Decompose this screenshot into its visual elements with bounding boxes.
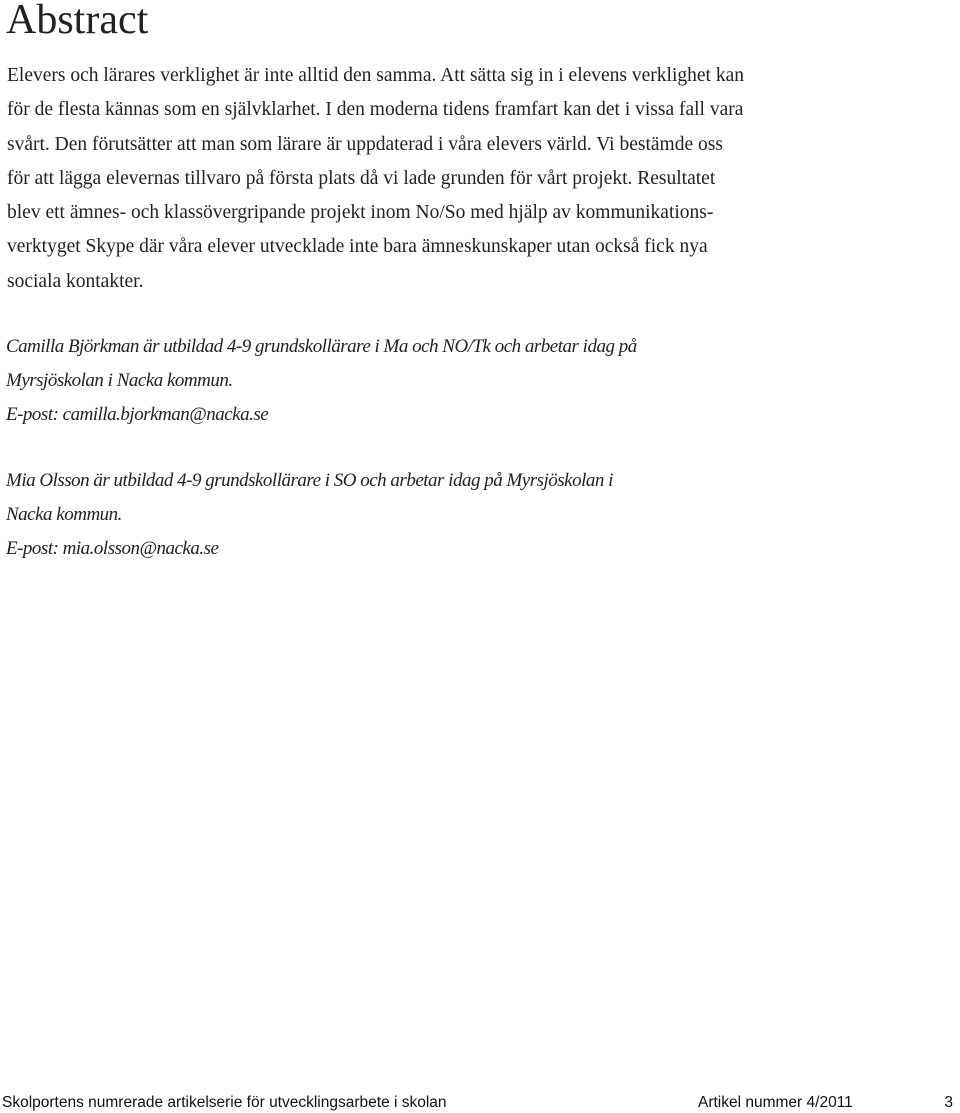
abstract-text	[7, 59, 843, 299]
footer-series-title: Skolportens numrerade artikelserie för utvecklingsarbete i skolan	[2, 1094, 447, 1111]
author-bio-line: Nacka kommun.	[6, 504, 122, 525]
page-title: Abstract	[6, 0, 149, 43]
author-email: E-post: camilla.bjorkman@nacka.se	[6, 404, 269, 425]
abstract-line: sociala kontakter.	[7, 270, 144, 292]
author-bio-line: Myrsjöskolan i Nacka kommun.	[6, 370, 233, 391]
abstract-line: för de flesta kännas som en självklarhet. I den moderna tidens framfart kan det i vissa fall vara	[7, 99, 744, 121]
page-number: 3	[944, 1094, 953, 1111]
author-bio-camilla	[6, 330, 637, 432]
author-bio-mia	[6, 464, 613, 566]
footer-issue-number: Artikel nummer 4/2011	[698, 1094, 853, 1111]
page-footer	[0, 1092, 960, 1113]
abstract-line: blev ett ämnes- och klassövergripande projekt inom No/So med hjälp av kommunikations-	[7, 202, 714, 224]
abstract-line: Elevers och lärares verklighet är inte alltid den samma. Att sätta sig in i elevens verklighet kan	[7, 65, 744, 86]
abstract-line: svårt. Den förutsätter att man som lärare är uppdaterad i våra elevers värld. Vi bestämde oss	[7, 133, 723, 155]
author-bio-line: Camilla Björkman är utbildad 4-9 grundskollärare i Ma och NO/Tk och arbetar idag på	[6, 336, 637, 357]
abstract-line: verktyget Skype där våra elever utvecklade inte bara ämneskunskaper utan också fick nya	[7, 236, 708, 258]
abstract-line: för att lägga elevernas tillvaro på första plats då vi lade grunden för vårt projekt. Resultatet	[7, 167, 716, 189]
author-bio-line: Mia Olsson är utbildad 4-9 grundskollärare i SO och arbetar idag på Myrsjöskolan i	[6, 470, 613, 491]
author-email: E-post: mia.olsson@nacka.se	[6, 538, 219, 559]
